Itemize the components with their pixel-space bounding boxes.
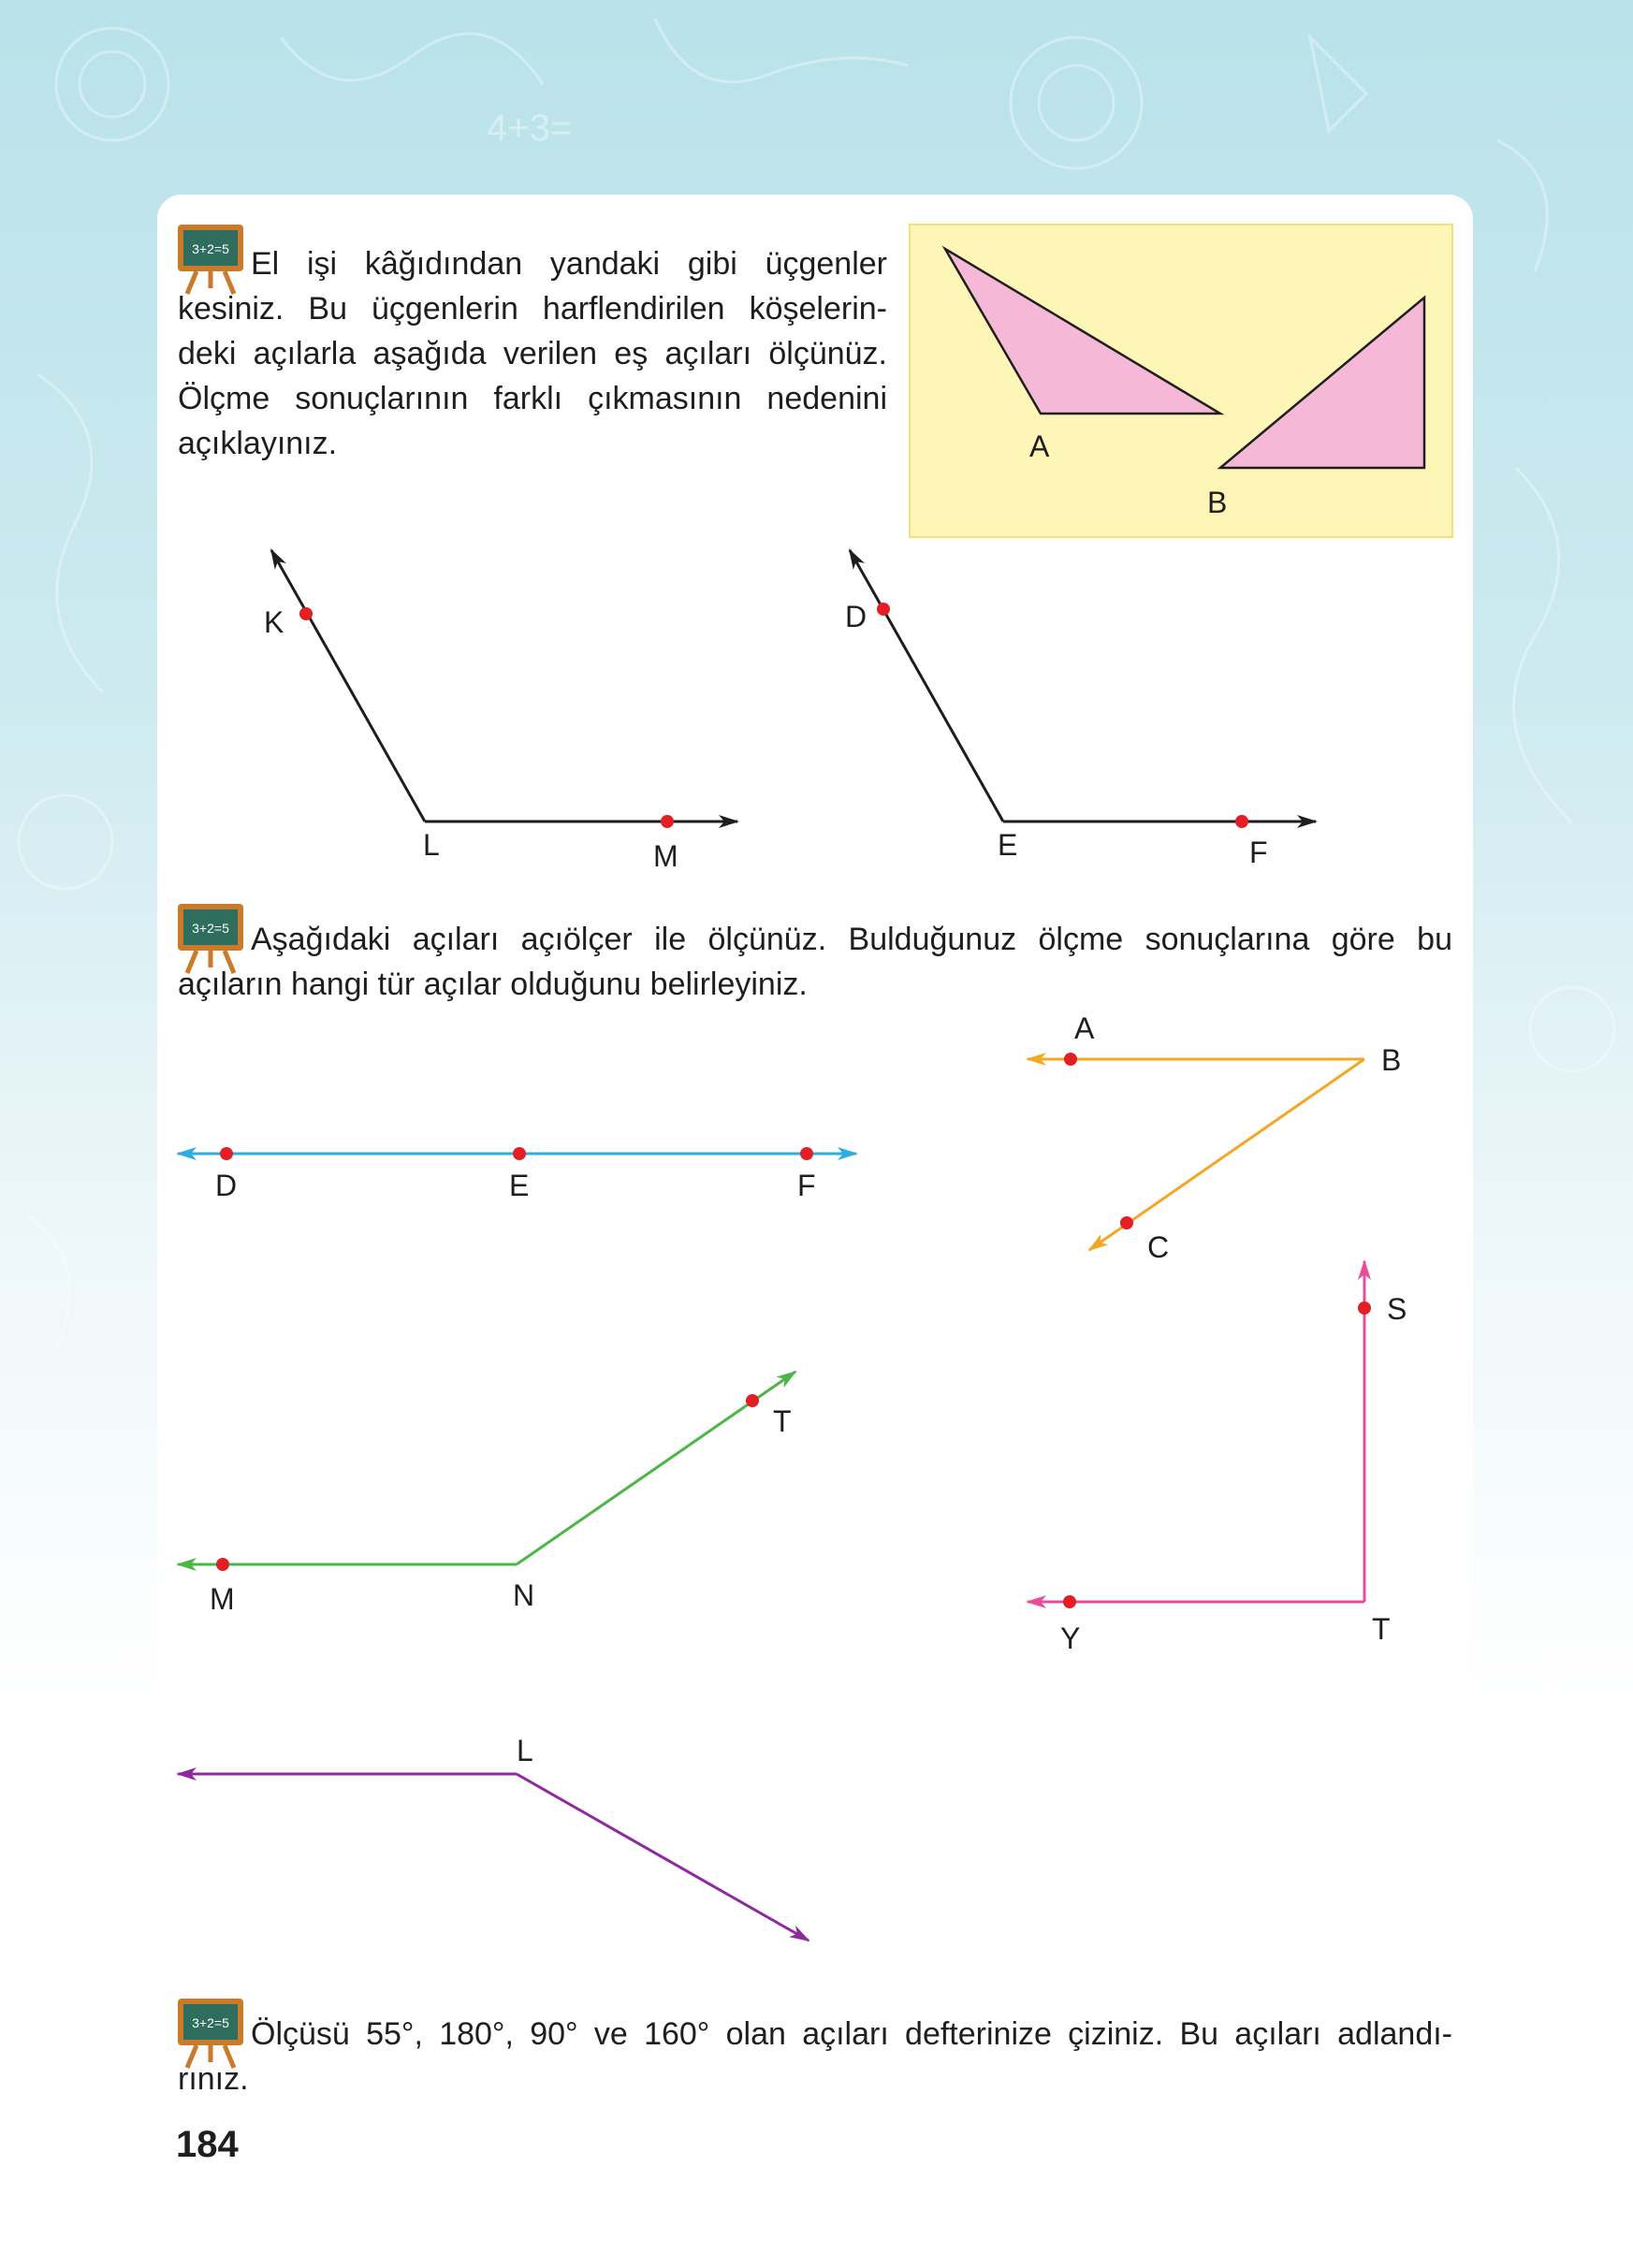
triangle-label-a: A xyxy=(1029,429,1050,463)
svg-text:3+2=5: 3+2=5 xyxy=(192,2015,229,2030)
label-b: B xyxy=(1381,1043,1402,1077)
label-s: S xyxy=(1387,1292,1407,1326)
page-number: 184 xyxy=(176,2124,239,2165)
label-m: M xyxy=(653,839,678,873)
triangle-label-b: B xyxy=(1207,486,1228,519)
point-d-blue xyxy=(220,1147,233,1160)
label-e-blue: E xyxy=(509,1169,530,1202)
point-f xyxy=(1235,815,1248,828)
point-c xyxy=(1120,1216,1133,1229)
point-t-green xyxy=(746,1394,759,1407)
angle-def-black xyxy=(845,550,1316,869)
svg-text:4+3=: 4+3= xyxy=(487,108,573,149)
point-e-blue xyxy=(513,1147,526,1160)
label-d: D xyxy=(845,600,868,633)
point-m-green xyxy=(216,1558,229,1571)
point-a xyxy=(1064,1053,1077,1066)
label-y: Y xyxy=(1060,1621,1081,1655)
point-y xyxy=(1063,1595,1076,1608)
task-2-line-2: açıların hangi tür açılar olduğunu belirleyiniz. xyxy=(178,967,808,1002)
task-1-line-2: kesiniz. Bu üçgenlerin harflendirilen köşelerin- xyxy=(178,291,887,327)
task-3-line-2: rınız. xyxy=(178,2061,249,2097)
task-1-line-1: El işi kâğıdından yandaki gibi üçgenler xyxy=(251,246,887,282)
label-f-blue: F xyxy=(797,1169,816,1202)
task-1-line-5: açıklayınız. xyxy=(178,426,338,461)
label-t-green: T xyxy=(773,1404,792,1438)
label-t-pink: T xyxy=(1372,1612,1391,1646)
label-c: C xyxy=(1147,1230,1170,1264)
point-f-blue xyxy=(800,1147,813,1160)
angle-l-purple xyxy=(178,1734,809,1941)
label-a: A xyxy=(1074,1011,1095,1045)
task-1-line-4: Ölçme sonuçlarının farklı çıkmasının nedenini xyxy=(178,381,887,416)
angle-def-blue xyxy=(178,1147,856,1202)
svg-text:3+2=5: 3+2=5 xyxy=(192,921,229,936)
label-d-blue: D xyxy=(215,1169,238,1202)
point-d xyxy=(877,603,890,616)
triangles-box xyxy=(910,225,1452,537)
angle-sty xyxy=(1028,1261,1407,1655)
point-k xyxy=(299,607,313,620)
task-1-line-3: deki açılarla aşağıda verilen eş açıları ölçünüz. xyxy=(178,336,887,371)
svg-text:3+2=5: 3+2=5 xyxy=(192,241,229,256)
task-2-line-1: Aşağıdaki açıları açıölçer ile ölçünüz. Bulduğunuz ölçme sonuçlarına göre bu xyxy=(251,922,1452,957)
point-m xyxy=(661,815,674,828)
label-k: K xyxy=(264,605,284,639)
label-l: L xyxy=(423,828,440,862)
label-m-green: M xyxy=(210,1582,235,1616)
label-f: F xyxy=(1249,836,1268,869)
task-3-line-1: Ölçüsü 55°, 180°, 90° ve 160° olan açıları defterinize çiziniz. Bu açıları adlandı- xyxy=(251,2016,1452,2052)
angle-tnm xyxy=(178,1372,795,1616)
angle-klm xyxy=(264,550,737,873)
point-s xyxy=(1358,1301,1371,1315)
label-n: N xyxy=(513,1578,535,1612)
angle-abc xyxy=(1028,1011,1401,1264)
label-l-purple: L xyxy=(517,1734,533,1767)
label-e: E xyxy=(998,828,1018,862)
